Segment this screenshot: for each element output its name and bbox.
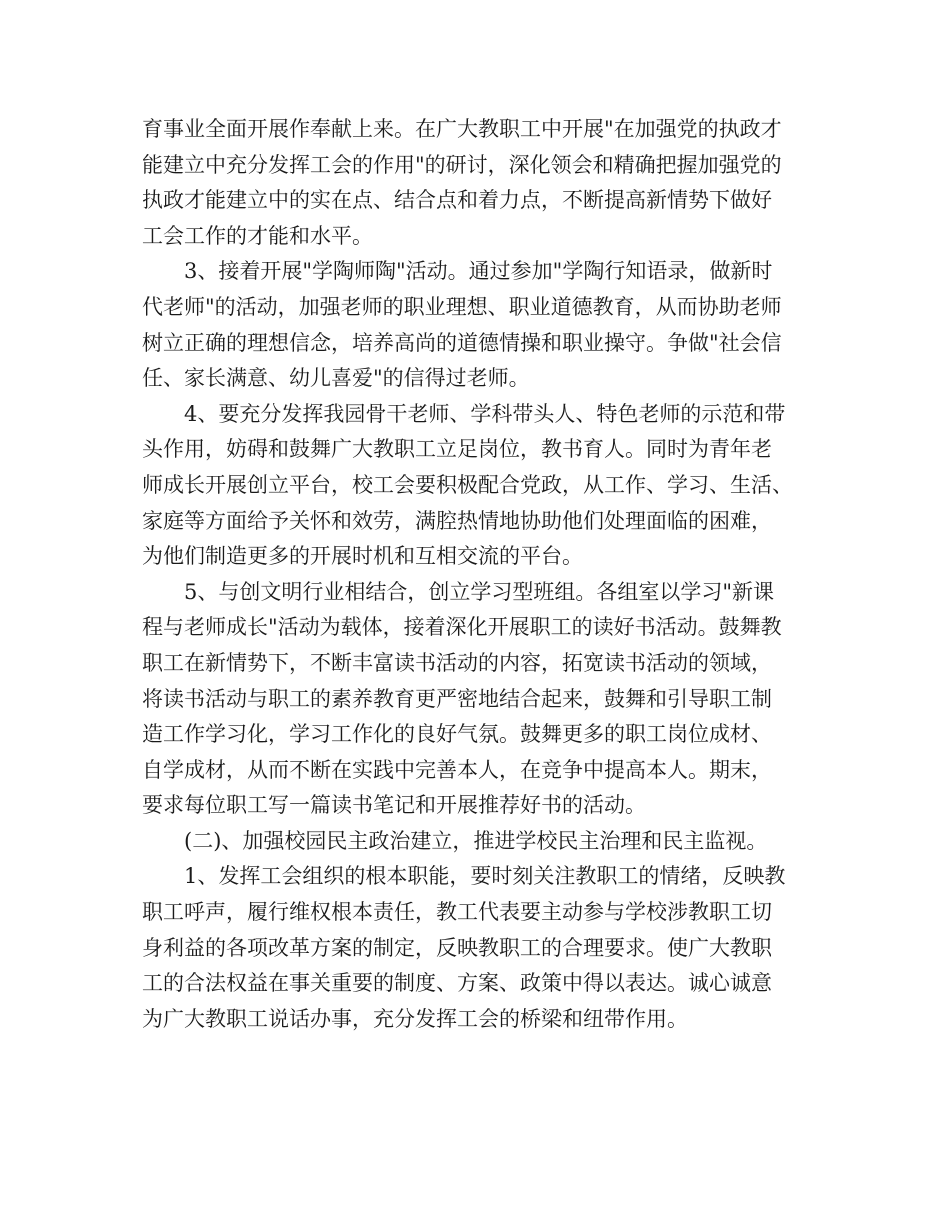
paragraph-line: 执政才能建立中的实在点、结合点和着力点，不断提高新情势下做好 <box>142 188 772 213</box>
paragraph-first-line: (二)、加强校园民主政治建立，推进学校民主治理和民主监视。 <box>184 828 768 853</box>
paragraph-line: 工的合法权益在事关重要的制度、方案、政策中得以表达。诚心诚意 <box>142 971 772 996</box>
paragraph-first-line: 3、接着开展"学陶师陶"活动。通过参加"学陶行知语录，做新时 <box>184 259 773 284</box>
paragraph-line: 代老师"的活动，加强老师的职业理想、职业道德教育，从而协助老师 <box>142 294 782 319</box>
paragraph-line: 头作用，妨碍和鼓舞广大教职工立足岗位，教书育人。同时为青年老 <box>142 437 772 462</box>
paragraph-line: 家庭等方面给予关怀和效劳，满腔热情地协助他们处理面临的困难， <box>142 508 772 533</box>
paragraph-line: 造工作学习化，学习工作化的良好气氛。鼓舞更多的职工岗位成材、 <box>142 722 772 747</box>
paragraph-line: 程与老师成长"活动为载体，接着深化开展职工的读好书活动。鼓舞教 <box>142 615 782 640</box>
paragraph-line: 育事业全面开展作奉献上来。在广大教职工中开展"在加强党的执政才 <box>142 117 782 141</box>
paragraph-line: 要求每位职工写一篇读书笔记和开展推荐好书的活动。 <box>142 793 646 818</box>
body-text <box>142 112 832 1037</box>
paragraph-line: 任、家长满意、幼儿喜爱"的信得过老师。 <box>142 366 530 391</box>
paragraph-line: 职工在新情势下，不断丰富读书活动的内容，拓宽读书活动的领域， <box>142 650 772 675</box>
paragraph-line: 树立正确的理想信念，培养高尚的道德情操和职业操守。争做"社会信 <box>142 330 782 355</box>
paragraph-line: 自学成材，从而不断在实践中完善本人，在竞争中提高本人。期末， <box>142 757 772 782</box>
paragraph-first-line: 1、发挥工会组织的根本职能，要时刻关注教职工的情绪，反映教 <box>184 864 786 889</box>
paragraph-line: 为他们制造更多的开展时机和互相交流的平台。 <box>142 544 583 569</box>
paragraph-line: 身利益的各项改革方案的制定，反映教职工的合理要求。使广大教职 <box>142 935 772 960</box>
paragraph-line: 为广大教职工说话办事，充分发挥工会的桥梁和纽带作用。 <box>142 1006 688 1031</box>
paragraph-line: 将读书活动与职工的素养教育更严密地结合起来，鼓舞和引导职工制 <box>142 686 772 711</box>
paragraph-line: 师成长开展创立平台，校工会要积极配合党政，从工作、学习、生活、 <box>142 472 793 497</box>
paragraph-first-line: 5、与创文明行业相结合，创立学习型班组。各组室以学习"新课 <box>184 579 775 604</box>
paragraph-first-line: 4、要充分发挥我园骨干老师、学科带头人、特色老师的示范和带 <box>184 401 786 426</box>
paragraph-line: 职工呼声，履行维权根本责任，教工代表要主动参与学校涉教职工切 <box>142 900 772 925</box>
paragraph-line: 能建立中充分发挥工会的作用"的研讨，深化领会和精确把握加强党的 <box>142 152 782 177</box>
paragraph-line: 工会工作的才能和水平。 <box>142 223 373 248</box>
